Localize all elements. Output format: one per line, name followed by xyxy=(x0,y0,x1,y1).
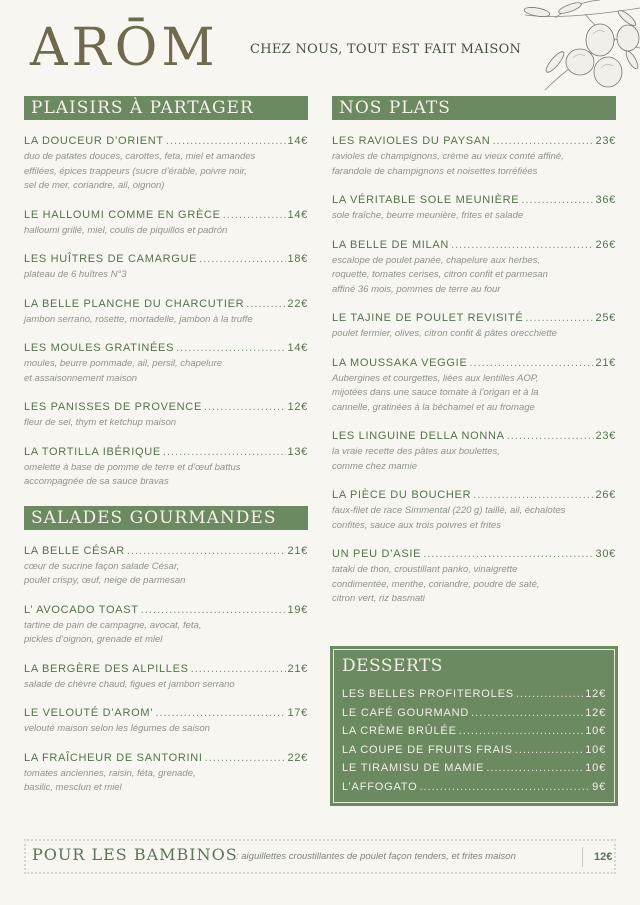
menu-item xyxy=(332,135,616,179)
menu-item xyxy=(332,357,616,416)
left-column xyxy=(24,96,308,811)
menu-item-description: moules, beurre pommade, ail, persil, chapelure et assaisonnement maison xyxy=(24,358,223,384)
menu-item-name: L’AFFOGATO xyxy=(342,780,418,793)
menu-item-description: sole fraîche, beurre meunière, frites et salade xyxy=(332,210,524,221)
menu-item xyxy=(24,401,308,431)
menu-item-row xyxy=(332,135,616,147)
menu-item xyxy=(24,298,308,328)
menu-item-price: 19€ xyxy=(287,603,308,616)
dot-leader xyxy=(191,663,286,675)
menu-item-price: 10€ xyxy=(585,762,606,774)
dot-leader xyxy=(141,604,286,616)
dot-leader xyxy=(516,688,583,700)
menu-item-price: 12€ xyxy=(585,688,606,700)
menu-item-description: faux-filet de race Simmental (220 g) taillé, ail, échalotes confites, sauce aux trois poivres et frites xyxy=(332,505,566,531)
dot-leader xyxy=(492,135,593,147)
menu-item-price: 23€ xyxy=(595,430,616,442)
menu-item-name: LE HALLOUMI COMME EN GRÈCE xyxy=(24,208,221,221)
menu-item xyxy=(332,548,616,607)
menu-item-description: fleur de sel, thym et ketchup maison xyxy=(24,417,177,428)
menu-item-price: 30€ xyxy=(595,548,616,560)
menu-item-name: L’ AVOCADO TOAST xyxy=(24,603,139,616)
menu-item-row xyxy=(24,298,308,310)
menu-item xyxy=(24,752,308,796)
menu-item xyxy=(332,312,616,342)
menu-item-name: LA DOUCEUR D’ORIENT xyxy=(24,135,164,147)
menu-item-row xyxy=(24,545,308,557)
dot-leader xyxy=(525,312,593,324)
menu-item-name: LES RAVIOLES DU PAYSAN xyxy=(332,135,491,147)
section-salades xyxy=(24,545,308,796)
menu-item xyxy=(332,489,616,533)
dot-leader xyxy=(423,548,593,560)
menu-item-price: 12€ xyxy=(287,401,308,413)
menu-item-name: LES BELLES PROFITEROLES xyxy=(342,688,514,700)
menu-item-row xyxy=(24,401,308,413)
section-title-plaisirs: PLAISIRS À PARTAGER xyxy=(24,96,308,120)
menu-item-description: cœur de sucrine façon salade César, poulet crispy, œuf, neige de parmesan xyxy=(24,560,186,586)
dessert-item xyxy=(342,688,606,707)
menu-item-price: 21€ xyxy=(595,356,616,369)
bambinos-title: POUR LES BAMBINOS xyxy=(32,845,238,864)
menu-item-row xyxy=(24,707,308,719)
menu-item-row xyxy=(332,548,616,560)
menu-item xyxy=(24,253,308,283)
dessert-item xyxy=(342,725,606,744)
section-title-plats: NOS PLATS xyxy=(332,96,616,120)
dessert-item xyxy=(342,781,606,800)
menu-item-description: ravioles de champignons, crème au vieux comté affiné, farandole de champignons et noisettes torréfiées xyxy=(332,151,564,177)
menu-item-name: LES MOULES GRATINÉES xyxy=(24,342,175,354)
dot-leader xyxy=(469,357,593,369)
section-plaisirs xyxy=(24,135,308,490)
menu-item xyxy=(24,209,308,239)
menu-item-name: LA MOUSSAKA VEGGIE xyxy=(332,356,468,369)
menu-item-name: LA TORTILLA IBÉRIQUE xyxy=(24,445,161,458)
menu-item-description: poulet fermier, olives, citron confit & pâtes orecchiette xyxy=(332,328,557,339)
menu-item-name: LA CRÈME BRÛLÉE xyxy=(342,725,457,737)
menu-item xyxy=(24,707,308,737)
dot-leader xyxy=(451,239,593,251)
divider xyxy=(582,847,583,867)
menu-item-row xyxy=(24,604,308,616)
dot-leader xyxy=(163,446,286,458)
menu-item-description: tartine de pain de campagne, avocat, feta, pickles d’oignon, grenade et miel xyxy=(24,619,202,645)
menu-item-description: omelette à base de pomme de terre et d’œuf battus accompagnée de sa sauce bravas xyxy=(24,461,241,487)
menu-item-description: salade de chèvre chaud, figues et jambon serrano xyxy=(24,678,235,690)
menu-item-row xyxy=(24,209,308,221)
menu-item-price: 10€ xyxy=(585,743,606,756)
menu-item-price: 26€ xyxy=(595,238,616,251)
menu-item-row xyxy=(24,752,308,764)
menu-item-price: 17€ xyxy=(287,707,308,719)
menu-item xyxy=(24,446,308,490)
menu-item-name: LE TIRAMISU DE MAMIE xyxy=(342,762,485,774)
menu-item xyxy=(24,135,308,194)
menu-item-name: LA BELLE DE MILAN xyxy=(332,238,450,251)
menu-item-row xyxy=(332,489,616,501)
menu-item-description: tataki de thon, croustillant panko, vinaigrette condimentée, menthe, coriandre, poudre de saté, citron vert, riz basmati xyxy=(332,564,540,604)
dot-leader xyxy=(155,707,285,719)
menu-item-description: escalope de poulet panée, chapelure aux herbes, roquette, tomates cerises, citron confit et parmesan affiné 36 mois, pommes de terre au four xyxy=(332,254,548,295)
menu-item-price: 18€ xyxy=(287,253,308,265)
menu-item-price: 10€ xyxy=(585,725,606,737)
menu-item-name: LA BERGÈRE DES ALPILLES xyxy=(24,662,189,675)
menu-item xyxy=(332,239,616,298)
menu-item-price: 23€ xyxy=(595,135,616,147)
menu-item-name: LE VELOUTÉ D’AROM’ xyxy=(24,707,154,719)
menu-item-price: 25€ xyxy=(595,312,616,324)
menu-item-description: la vraie recette des pâtes aux boulettes, comme chez mamie xyxy=(332,446,500,472)
menu-item-name: LA FRAÎCHEUR DE SANTORINI xyxy=(24,751,203,764)
dot-leader xyxy=(246,298,285,310)
menu-item-price: 36€ xyxy=(595,194,616,206)
menu-item-description: plateau de 6 huîtres N°3 xyxy=(24,269,127,280)
dot-leader xyxy=(127,545,286,557)
menu-item xyxy=(332,194,616,224)
menu-item-name: LES LINGUINE DELLA NONNA xyxy=(332,430,505,442)
bambinos-description: : aiguillettes croustillantes de poulet façon tenders, et frites maison xyxy=(236,851,516,862)
menu-item-name: LE TAJINE DE POULET REVISITÉ xyxy=(332,312,524,324)
dot-leader xyxy=(166,135,286,147)
dessert-item xyxy=(342,707,606,726)
menu-item-row xyxy=(332,194,616,206)
menu-item-name: LES HUÎTRES DE CAMARGUE xyxy=(24,253,198,265)
menu-item-row xyxy=(332,239,616,251)
bambinos-price: 12€ xyxy=(594,851,613,863)
menu-item xyxy=(24,545,308,589)
dot-leader xyxy=(223,209,286,221)
olive-branch-icon xyxy=(515,0,640,95)
dot-leader xyxy=(204,401,286,413)
menu-item-description: tomates anciennes, raisin, féta, grenade, basilic, mesclun et miel xyxy=(24,767,196,793)
desserts-box xyxy=(330,646,618,806)
menu-item-price: 21€ xyxy=(287,662,308,675)
menu-item xyxy=(332,430,616,474)
menu-item-description: velouté maison selon les légumes de saison xyxy=(24,723,210,734)
right-column xyxy=(332,96,616,622)
dot-leader xyxy=(473,489,593,501)
menu-item-price: 21€ xyxy=(287,544,308,557)
menu-item-description: Aubergines et courgettes, liées aux lentilles AOP, mijotées dans une sauce tomate à l’origan et à la cannelle, gratinées à la béchamel et au fromage xyxy=(332,372,539,413)
dot-leader xyxy=(459,725,584,737)
desserts-title: DESSERTS xyxy=(342,656,443,676)
menu-item-row xyxy=(24,663,308,675)
menu-item-row xyxy=(332,357,616,369)
dessert-item xyxy=(342,762,606,781)
menu-item-name: LA PIÈCE DU BOUCHER xyxy=(332,489,472,501)
brand-logo: ARŌM xyxy=(30,18,219,78)
section-title-salades: SALADES GOURMANDES xyxy=(24,506,308,530)
menu-item xyxy=(24,604,308,648)
menu-item-price: 26€ xyxy=(595,489,616,501)
dot-leader xyxy=(199,253,285,265)
menu-item-price: 14€ xyxy=(287,208,308,221)
dot-leader xyxy=(507,430,594,442)
bambinos-box xyxy=(24,839,616,874)
dot-leader xyxy=(515,744,583,756)
dessert-item xyxy=(342,744,606,763)
menu-item-name: LE CAFÉ GOURMAND xyxy=(342,706,470,719)
menu-item-name: LA VÉRITABLE SOLE MEUNIÈRE xyxy=(332,194,520,206)
desserts-frame xyxy=(333,649,615,803)
menu-item xyxy=(24,663,308,693)
menu-item-name: LA BELLE CÉSAR xyxy=(24,544,125,557)
menu-item-price: 14€ xyxy=(287,342,308,354)
menu-item-row xyxy=(24,253,308,265)
dot-leader xyxy=(419,781,590,793)
menu-item-price: 22€ xyxy=(287,751,308,764)
menu-item-row xyxy=(24,446,308,458)
menu-item-name: UN PEU D’ASIE xyxy=(332,548,422,560)
dot-leader xyxy=(521,194,593,206)
menu-item-name: LES PANISSES DE PROVENCE xyxy=(24,401,202,413)
tagline: CHEZ NOUS, TOUT EST FAIT MAISON xyxy=(250,42,522,57)
menu-item-price: 9€ xyxy=(592,780,606,793)
dot-leader xyxy=(205,752,286,764)
dot-leader xyxy=(176,342,285,354)
menu-item-price: 12€ xyxy=(585,706,606,719)
section-plats xyxy=(332,135,616,607)
menu-item-price: 22€ xyxy=(287,297,308,310)
menu-item-row xyxy=(332,312,616,324)
menu-item xyxy=(24,342,308,386)
menu-item-name: LA COUPE DE FRUITS FRAIS xyxy=(342,743,513,756)
menu-item-name: LA BELLE PLANCHE DU CHARCUTIER xyxy=(24,297,245,310)
dessert-list xyxy=(342,688,606,799)
menu-item-description: halloumi grillé, miel, coulis de piquillos et padrón xyxy=(24,224,228,236)
menu-item-description: duo de patates douces, carottes, feta, miel et amandes effilées, épices trappeurs (sucre d’érable, poivre noir, sel de mer, coriandre, ail, oignon) xyxy=(24,151,256,191)
menu-item-row xyxy=(24,135,308,147)
menu-item-row xyxy=(332,430,616,442)
menu-item-price: 14€ xyxy=(287,135,308,147)
menu-item-description: jambon serrano, rosette, mortadelle, jambon à la truffe xyxy=(24,313,253,325)
dot-leader xyxy=(471,707,583,719)
menu-item-price: 13€ xyxy=(287,445,308,458)
menu-item-row xyxy=(24,342,308,354)
dot-leader xyxy=(486,762,583,774)
